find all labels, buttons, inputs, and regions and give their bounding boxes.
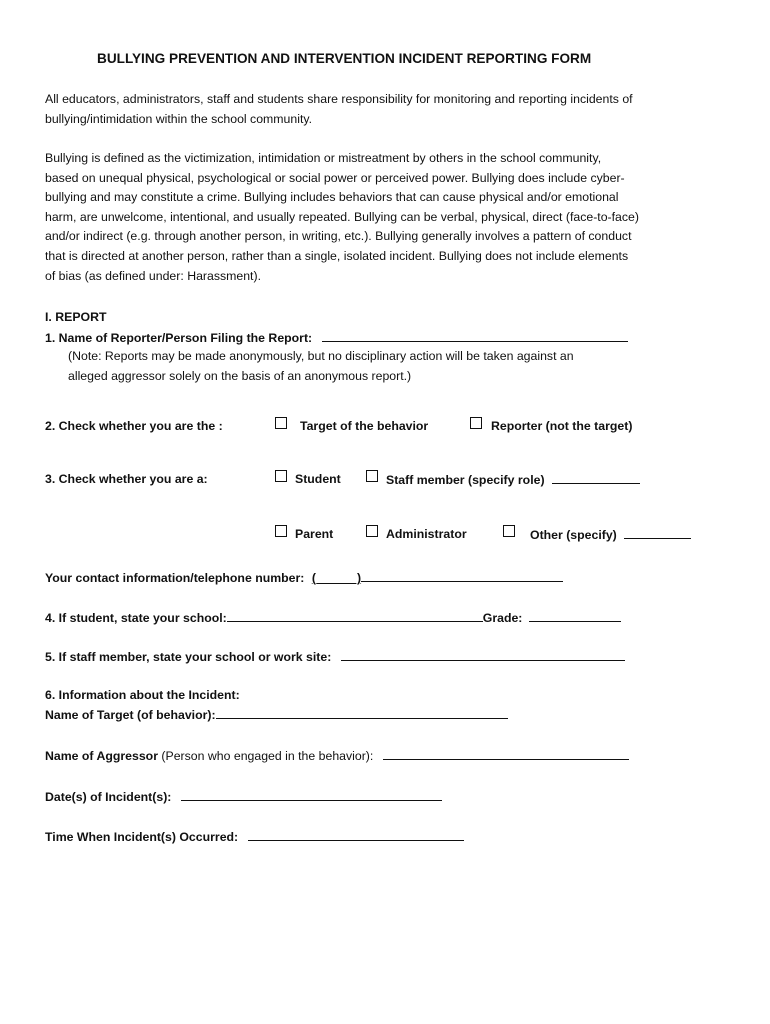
parent-option-label: Parent	[295, 527, 334, 541]
incident-dates-row	[45, 789, 442, 805]
staff-option-row	[386, 472, 640, 488]
other-option-row	[530, 527, 691, 543]
administrator-option-label: Administrator	[386, 527, 467, 541]
reporter-name-field[interactable]	[322, 330, 628, 342]
area-code-field[interactable]: (______)	[311, 571, 362, 585]
other-checkbox[interactable]	[503, 525, 515, 537]
aggressor-name-field[interactable]	[383, 748, 629, 760]
intro-line-2: bullying/intimidation within the school community.	[45, 112, 313, 126]
aggressor-label: Name of Aggressor	[45, 749, 158, 763]
definition-line: based on unequal physical, psychological or social power or perceived power. Bullying does include cyber-	[45, 171, 625, 185]
student-checkbox[interactable]	[275, 470, 287, 482]
anonymous-note-line-2: alleged aggressor solely on the basis of an anonymous report.)	[68, 369, 412, 383]
anonymous-note-line-1: (Note: Reports may be made anonymously, but no disciplinary action will be taken against an	[68, 349, 574, 363]
contact-label: Your contact information/telephone number:	[45, 571, 305, 585]
reporter-name-label: 1. Name of Reporter/Person Filing the Report:	[45, 331, 313, 345]
staff-option-label: Staff member (specify role)	[386, 473, 545, 487]
school-row	[45, 610, 621, 626]
definition-line: Bullying is defined as the victimization, intimidation or mistreatment by others in the school community,	[45, 151, 602, 165]
target-name-label: Name of Target (of behavior):	[45, 708, 216, 722]
aggressor-row	[45, 748, 629, 764]
incident-time-row	[45, 829, 464, 845]
target-name-field[interactable]	[216, 707, 508, 719]
school-field[interactable]	[227, 610, 483, 622]
student-option-label: Student	[295, 472, 341, 486]
other-specify-field[interactable]	[624, 527, 691, 539]
staff-role-field[interactable]	[552, 472, 640, 484]
intro-line-1: All educators, administrators, staff and students share responsibility for monitoring and reporting incidents of	[45, 92, 633, 106]
incident-dates-label: Date(s) of Incident(s):	[45, 790, 172, 804]
target-name-row	[45, 707, 508, 723]
incident-heading: 6. Information about the Incident:	[45, 688, 240, 702]
grade-field[interactable]	[529, 610, 621, 622]
definition-line: that is directed at another person, rather than a single, isolated incident. Bullying does not include elements	[45, 249, 629, 263]
grade-label: Grade:	[482, 611, 523, 625]
school-label: 4. If student, state your school:	[45, 611, 227, 625]
aggressor-note: (Person who engaged in the behavior):	[161, 749, 374, 763]
contact-row	[45, 570, 563, 586]
staff-checkbox[interactable]	[366, 470, 378, 482]
section-heading: I. REPORT	[45, 310, 107, 324]
reporter-checkbox[interactable]	[470, 417, 482, 429]
target-option-label: Target of the behavior	[300, 419, 429, 433]
definition-line: and/or indirect (e.g. through another person, in writing, etc.). Bullying generally involves a pattern of conduct	[45, 229, 632, 243]
phone-number-field[interactable]	[361, 570, 563, 582]
work-site-field[interactable]	[341, 649, 625, 661]
reporter-name-row	[45, 330, 628, 346]
definition-line: bullying and may constitute a crime. Bullying includes behaviors that can cause physical and/or emotional	[45, 190, 619, 204]
type-question-label: 3. Check whether you are a:	[45, 472, 208, 486]
incident-time-label: Time When Incident(s) Occurred:	[45, 830, 239, 844]
parent-checkbox[interactable]	[275, 525, 287, 537]
definition-line: of bias (as defined under: Harassment).	[45, 269, 261, 283]
target-checkbox[interactable]	[275, 417, 287, 429]
incident-dates-field[interactable]	[181, 789, 442, 801]
form-title: BULLYING PREVENTION AND INTERVENTION INCIDENT REPORTING FORM	[97, 51, 592, 66]
reporter-option-label: Reporter (not the target)	[491, 419, 633, 433]
incident-time-field[interactable]	[248, 829, 464, 841]
other-option-label: Other (specify)	[530, 528, 617, 542]
work-site-row	[45, 649, 625, 665]
role-question-label: 2. Check whether you are the :	[45, 419, 223, 433]
administrator-checkbox[interactable]	[366, 525, 378, 537]
definition-line: harm, are unwelcome, intentional, and usually repeated. Bullying can be verbal, physical, direct (face-to-face)	[45, 210, 639, 224]
work-site-label: 5. If staff member, state your school or work site:	[45, 650, 332, 664]
